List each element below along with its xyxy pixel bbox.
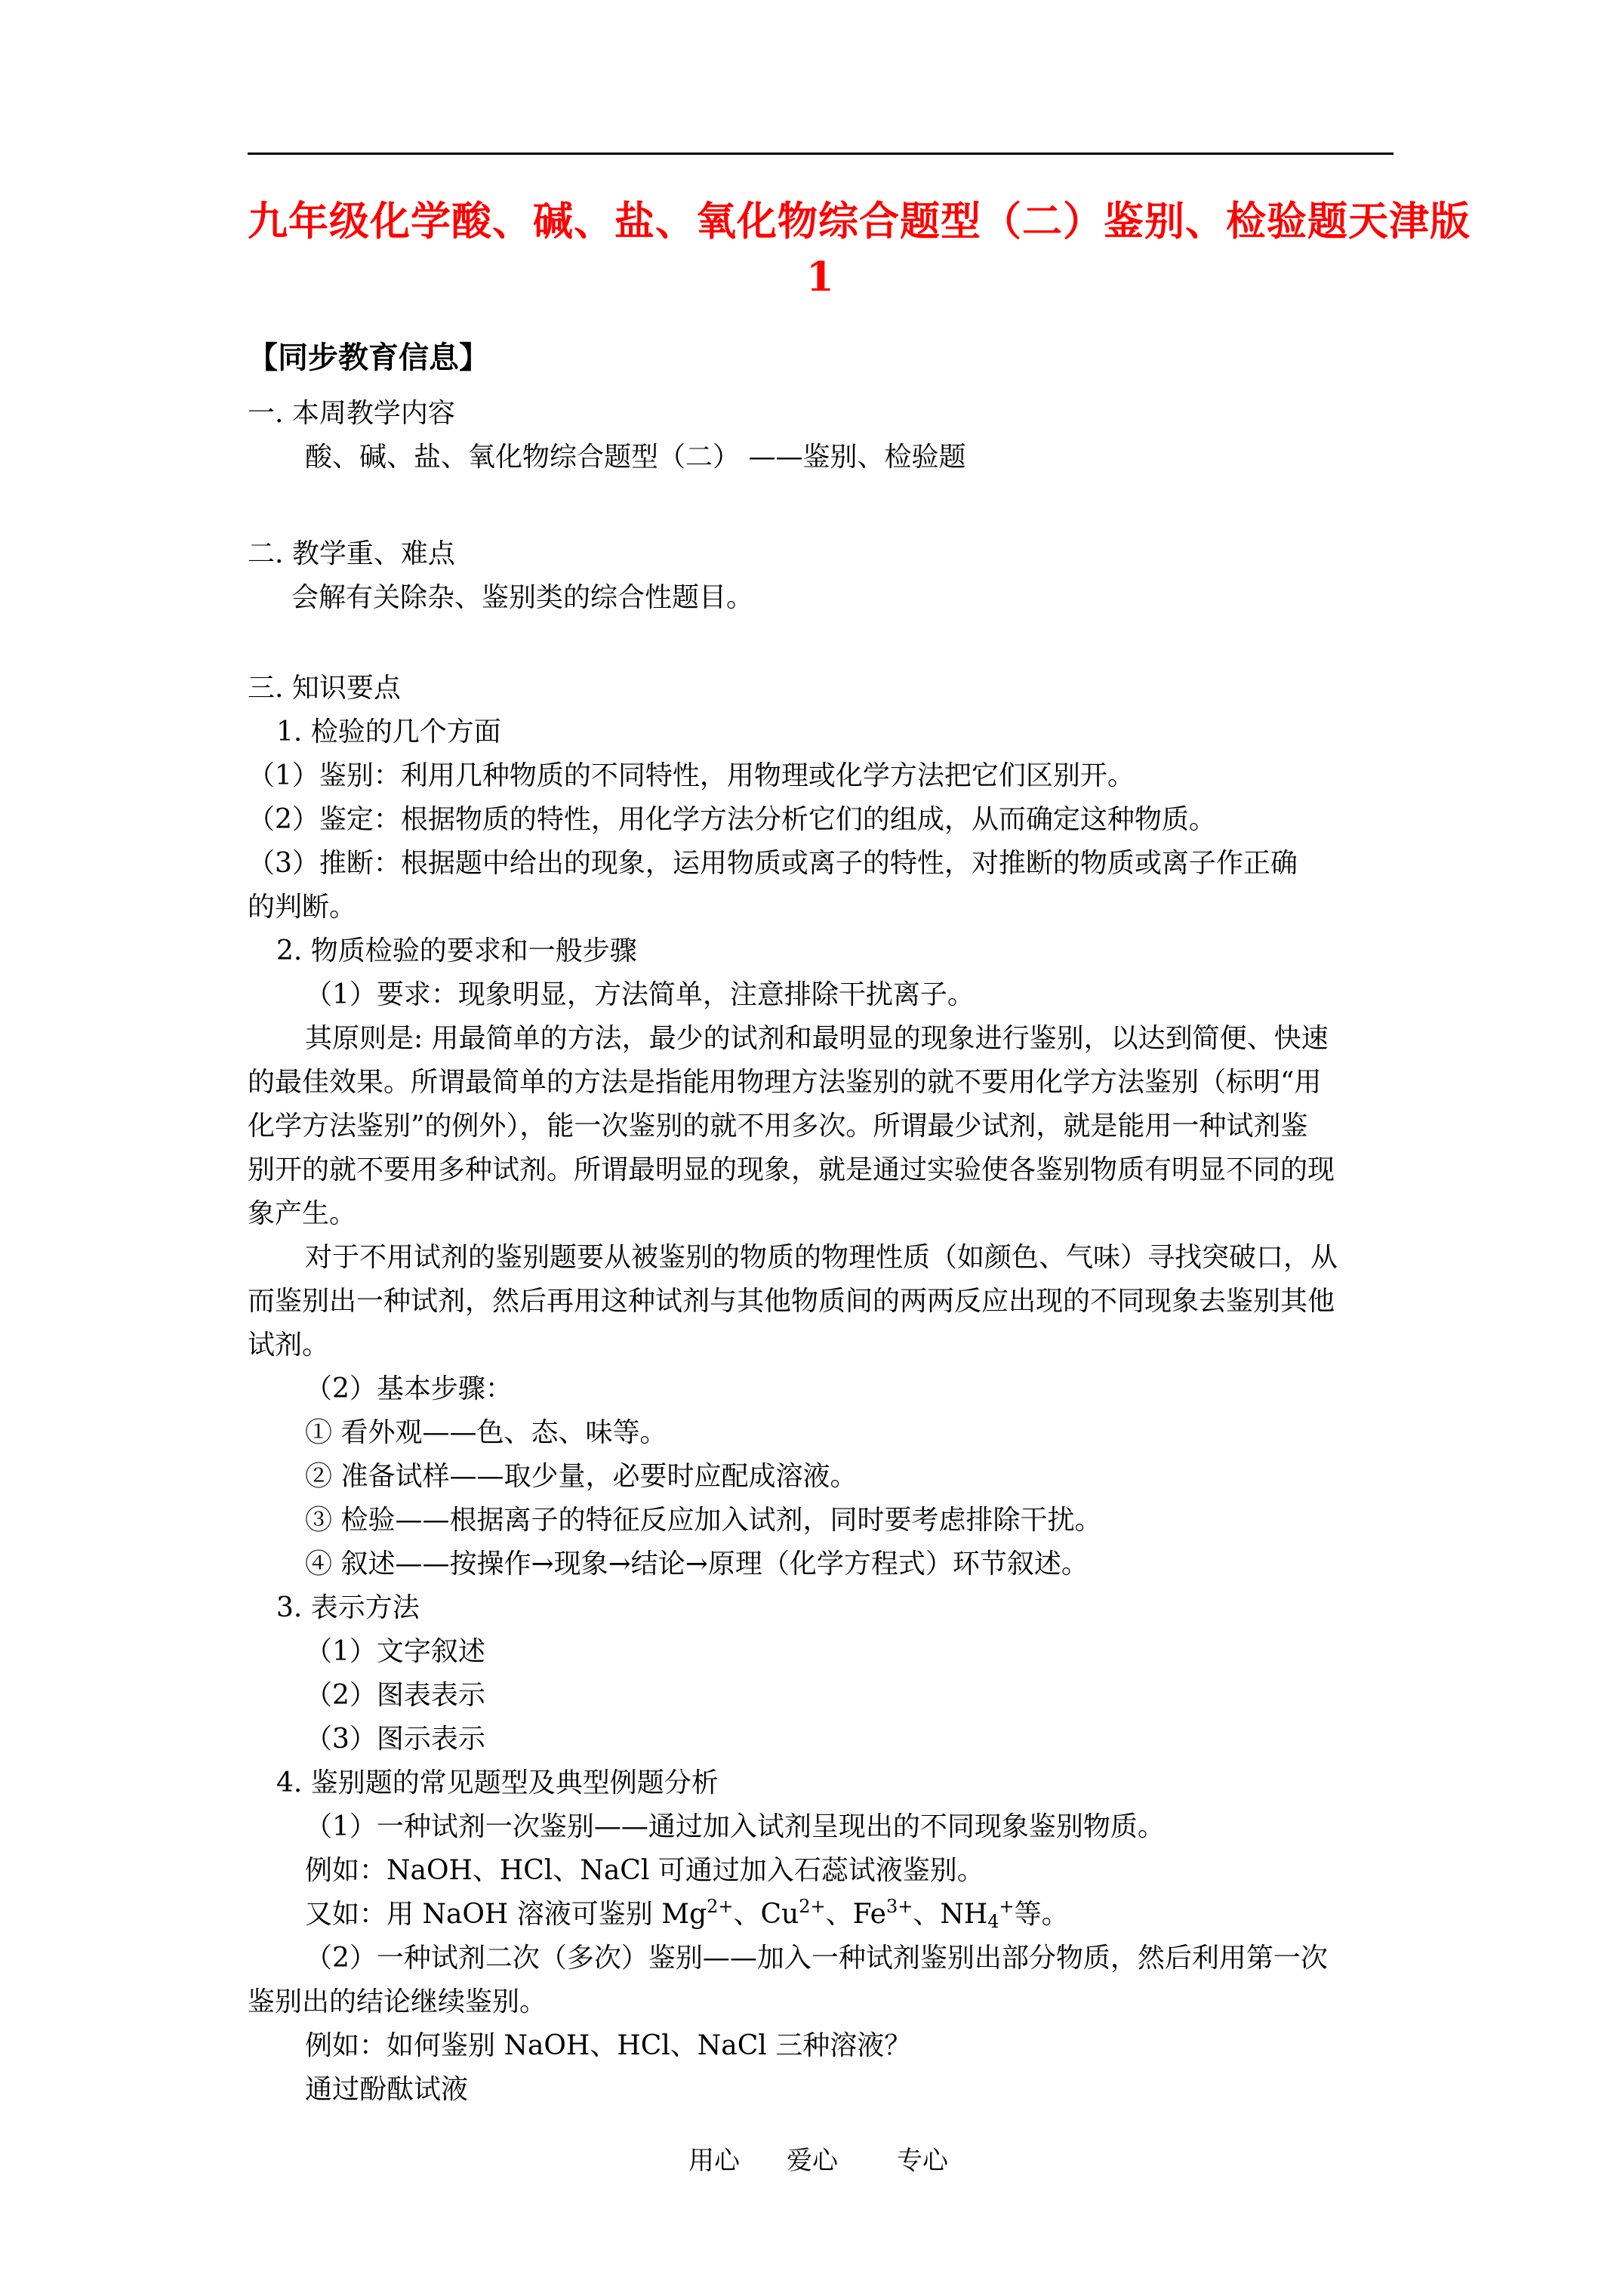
header-rule — [248, 153, 1394, 155]
footer-text-a: 用心 — [688, 2146, 740, 2176]
document-title — [248, 193, 1471, 305]
s2-steps-heading: （2）基本步骤： — [305, 1373, 513, 1404]
s2-p1-line2: 的最佳效果。所谓最简单的方法是指能用物理方法鉴别的就不要用化学方法鉴别（标明“用 — [248, 1067, 1322, 1098]
s4-example4: 通过酚酞试液 — [305, 2074, 469, 2105]
s2-requirement: （1）要求：现象明显，方法简单，注意排除干扰离子。 — [305, 979, 975, 1010]
part2-body: 会解有关除杂、鉴别类的综合性题目。 — [291, 582, 754, 613]
s2-p1-line3: 化学方法鉴别”的例外），能一次鉴别的就不用多次。所谓最少试剂，就是能用一种试剂鉴 — [248, 1111, 1308, 1142]
s4-example2 — [305, 1898, 1069, 1931]
title-line-2: 1 — [806, 254, 835, 300]
s1-item3-line2: 的判断。 — [248, 892, 357, 923]
part2-heading: 二. 教学重、难点 — [248, 538, 455, 569]
s2-p2-line2: 而鉴别出一种试剂，然后再用这种试剂与其他物质间的两两反应出现的不同现象去鉴别其他 — [248, 1286, 1335, 1317]
s2-p1-line1: 其原则是: 用最简单的方法，最少的试剂和最明显的现象进行鉴别，以达到简便、快速 — [305, 1023, 1329, 1054]
ex2-text-b: 、Cu — [733, 1899, 799, 1930]
s4-type2-line2: 鉴别出的结论继续鉴别。 — [248, 1986, 547, 2017]
nh-subscript: 4 — [987, 1911, 999, 1932]
s2-p2-line1: 对于不用试剂的鉴别题要从被鉴别的物质的物理性质（如颜色、气味）寻找突破口，从 — [305, 1242, 1338, 1273]
footer-text-b: 爱心 — [787, 2146, 838, 2176]
s3-method2: （2）图表表示 — [305, 1680, 485, 1711]
ex2-text-c: 、Fe — [825, 1899, 886, 1930]
ex2-text-a: 又如：用 NaOH 溶液可鉴别 Mg — [305, 1899, 707, 1930]
nh-charge: + — [999, 1896, 1015, 1917]
s2-heading: 2. 物质检验的要求和一般步骤 — [276, 935, 637, 966]
mg-charge: 2+ — [707, 1896, 734, 1917]
s4-type2-line1: （2）一种试剂二次（多次）鉴别——加入一种试剂鉴别出部分物质，然后利用第一次 — [305, 1943, 1328, 1974]
s1-item1: （1）鉴别：利用几种物质的不同特性，用物理或化学方法把它们区别开。 — [248, 760, 1135, 791]
s4-example1: 例如：NaOH、HCl、NaCl 可通过加入石蕊试液鉴别。 — [305, 1855, 984, 1886]
s4-heading: 4. 鉴别题的常见题型及典型例题分析 — [276, 1767, 719, 1798]
s2-p1-line5: 象产生。 — [248, 1198, 357, 1229]
s4-example3: 例如：如何鉴别 NaOH、HCl、NaCl 三种溶液？ — [305, 2030, 912, 2061]
s1-heading: 1. 检验的几个方面 — [276, 717, 501, 747]
part1-heading: 一. 本周教学内容 — [248, 398, 455, 429]
section-header: 【同步教育信息】 — [248, 340, 489, 375]
ex2-text-d: 、NH — [913, 1899, 988, 1930]
s1-item2: （2）鉴定：根据物质的特性，用化学方法分析它们的组成，从而确定这种物质。 — [248, 804, 1216, 835]
s2-step2: ② 准备试样——取少量，必要时应配成溶液。 — [305, 1461, 858, 1492]
part1-body: 酸、碱、盐、氧化物综合题型（二） ——鉴别、检验题 — [305, 442, 966, 473]
s2-step3: ③ 检验——根据离子的特征反应加入试剂，同时要考虑排除干扰。 — [305, 1505, 1102, 1536]
s2-p2-line3: 试剂。 — [248, 1330, 330, 1361]
footer-text-c: 专心 — [897, 2146, 948, 2176]
s3-method3: （3）图示表示 — [305, 1724, 485, 1755]
part3-heading: 三. 知识要点 — [248, 673, 401, 704]
s3-heading: 3. 表示方法 — [276, 1592, 420, 1623]
s2-step4: ④ 叙述——按操作→现象→结论→原理（化学方程式）环节叙述。 — [305, 1549, 1089, 1579]
s3-method1: （1）文字叙述 — [305, 1636, 485, 1667]
ex2-text-e: 等。 — [1014, 1899, 1069, 1930]
s2-step1: ① 看外观——色、态、味等。 — [305, 1417, 667, 1448]
s2-p1-line4: 别开的就不要用多种试剂。所谓最明显的现象，就是通过实验使各鉴别物质有明显不同的现 — [248, 1154, 1335, 1185]
s4-type1: （1）一种试剂一次鉴别——通过加入试剂呈现出的不同现象鉴别物质。 — [305, 1811, 1165, 1842]
fe-charge: 3+ — [885, 1896, 913, 1917]
s1-item3-line1: （3）推断：根据题中给出的现象，运用物质或离子的特性，对推断的物质或离子作正确 — [248, 848, 1298, 879]
title-line-1: 九年级化学酸、碱、盐、氧化物综合题型（二）鉴别、检验题天津版 — [248, 198, 1471, 245]
cu-charge: 2+ — [799, 1896, 826, 1917]
